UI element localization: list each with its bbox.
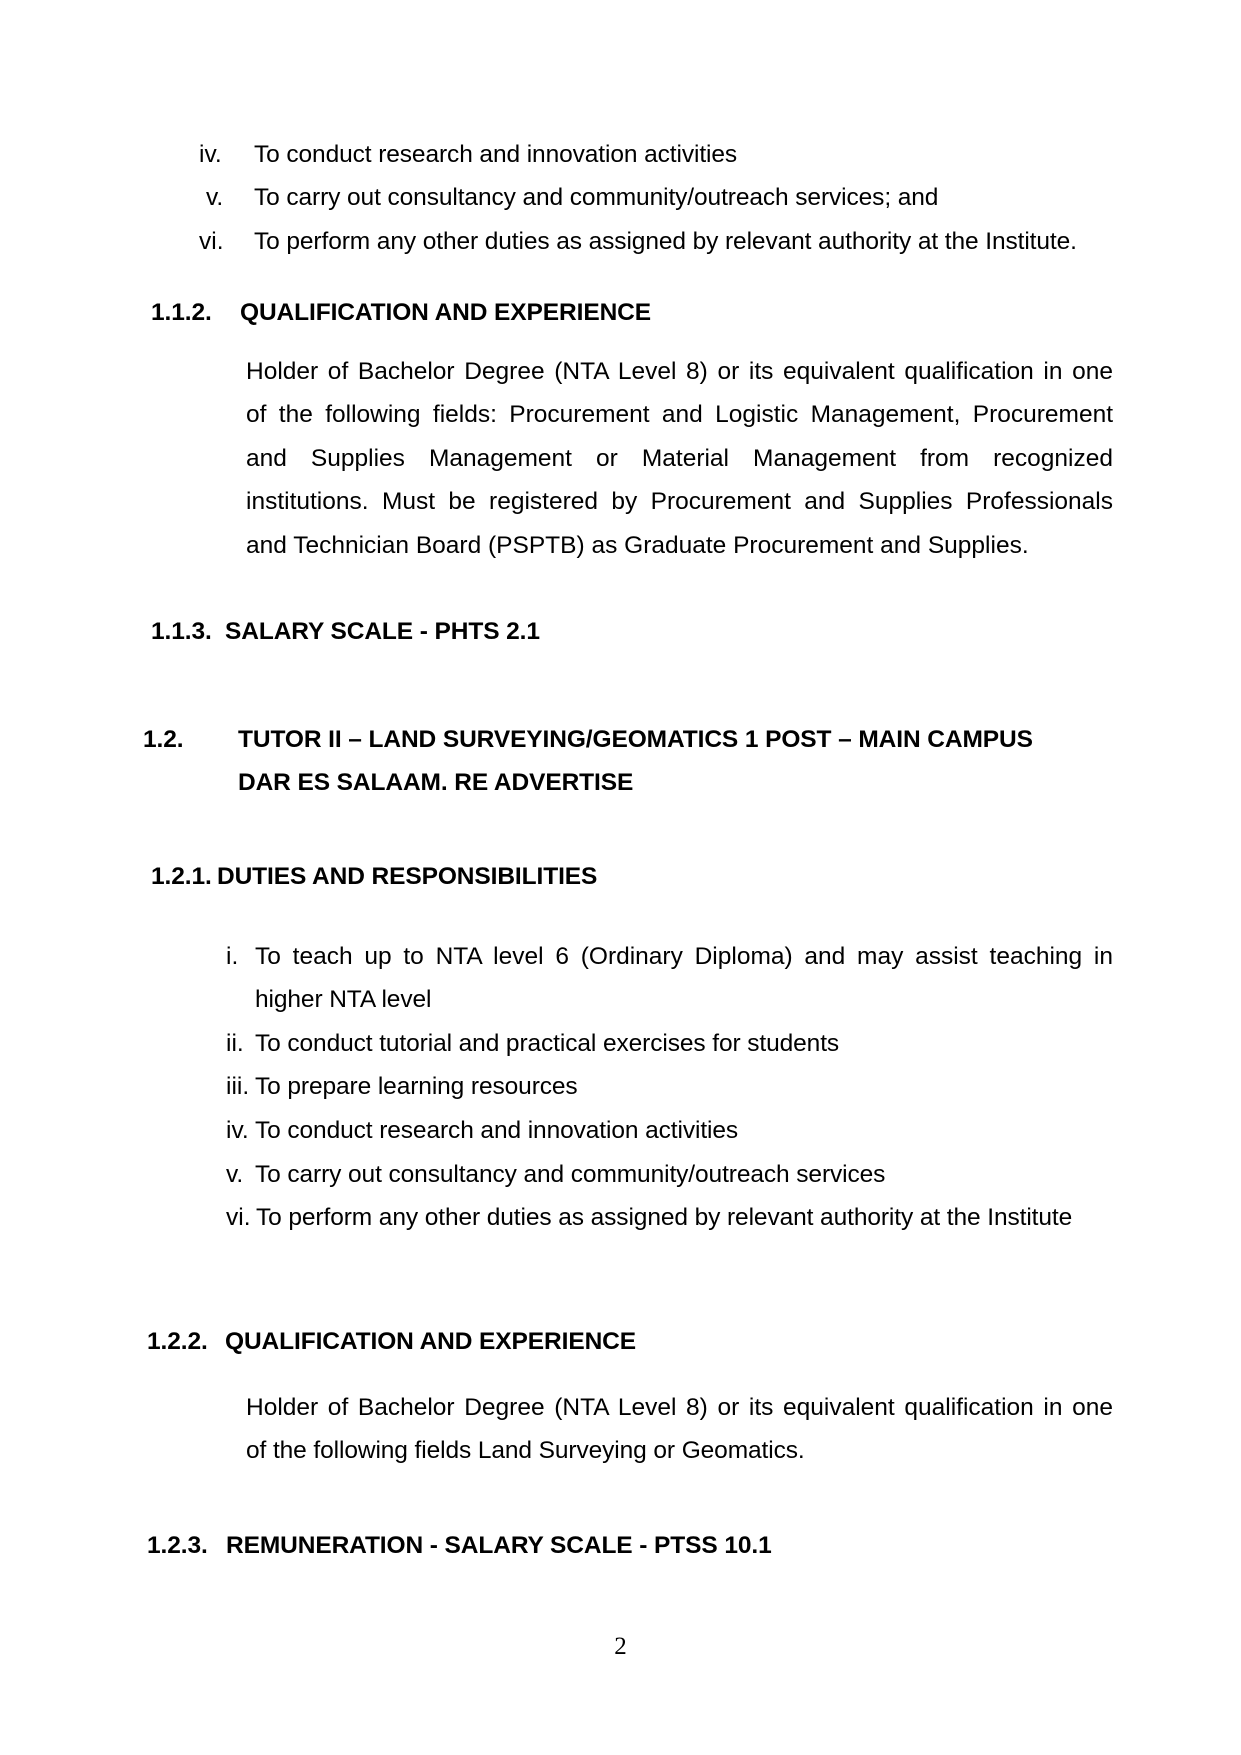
section-heading: REMUNERATION - SALARY SCALE - PTSS 10.1 — [226, 1532, 772, 1559]
list-number: iv. — [199, 141, 222, 168]
list-item-text: To conduct tutorial and practical exercises for students — [255, 1030, 840, 1057]
list-item-text-continued: higher NTA level — [255, 986, 432, 1013]
qualification-paragraph-line: institutions. Must be registered by Procurement and Supplies Professionals — [246, 488, 1113, 515]
section-number: 1.1.2. — [151, 299, 212, 326]
section-number: 1.2. — [143, 726, 184, 753]
list-number: ii. — [226, 1030, 244, 1057]
list-number: vi. — [226, 1204, 251, 1231]
qualification-paragraph-line: and Technician Board (PSPTB) as Graduate Procurement and Supplies. — [246, 532, 1029, 559]
list-number: iii. — [226, 1073, 250, 1100]
list-item-text: To conduct research and innovation activities — [254, 141, 738, 168]
section-heading: SALARY SCALE - PHTS 2.1 — [225, 618, 540, 645]
list-number: iv. — [226, 1117, 249, 1144]
section-heading: QUALIFICATION AND EXPERIENCE — [225, 1328, 636, 1355]
section-heading: QUALIFICATION AND EXPERIENCE — [240, 299, 651, 326]
section-number: 1.2.2. — [147, 1328, 208, 1355]
list-item-text: To perform any other duties as assigned by relevant authority at the Institute — [256, 1204, 1073, 1231]
list-item-text: To carry out consultancy and community/outreach services — [255, 1161, 886, 1188]
job-title-heading: TUTOR II – LAND SURVEYING/GEOMATICS 1 POST – MAIN CAMPUS — [238, 726, 1033, 753]
list-number: vi. — [199, 228, 224, 255]
page-number: 2 — [614, 1633, 627, 1660]
section-number: 1.1.3. — [151, 618, 212, 645]
list-number: i. — [226, 943, 239, 970]
list-number: v. — [206, 184, 224, 211]
job-title-heading-continued: DAR ES SALAAM. RE ADVERTISE — [238, 769, 634, 796]
qualification-paragraph-line: and Supplies Management or Material Management from recognized — [246, 445, 1113, 472]
qualification-paragraph-line: of the following fields: Procurement and Logistic Management, Procurement — [246, 401, 1113, 428]
qualification-paragraph-line: Holder of Bachelor Degree (NTA Level 8) or its equivalent qualification in one — [246, 1394, 1113, 1421]
list-item-text: To perform any other duties as assigned by relevant authority at the Institute. — [254, 228, 1077, 255]
list-item-text: To prepare learning resources — [255, 1073, 578, 1100]
list-item-text: To carry out consultancy and community/outreach services; and — [254, 184, 939, 211]
list-item-text: To conduct research and innovation activities — [255, 1117, 739, 1144]
list-item-text: To teach up to NTA level 6 (Ordinary Diploma) and may assist teaching in — [255, 943, 1113, 970]
section-number: 1.2.1. — [151, 863, 212, 890]
list-number: v. — [226, 1161, 244, 1188]
section-heading: DUTIES AND RESPONSIBILITIES — [217, 863, 598, 890]
section-number: 1.2.3. — [147, 1532, 208, 1559]
qualification-paragraph-line: Holder of Bachelor Degree (NTA Level 8) or its equivalent qualification in one — [246, 358, 1113, 385]
qualification-paragraph-line: of the following fields Land Surveying or Geomatics. — [246, 1437, 805, 1464]
